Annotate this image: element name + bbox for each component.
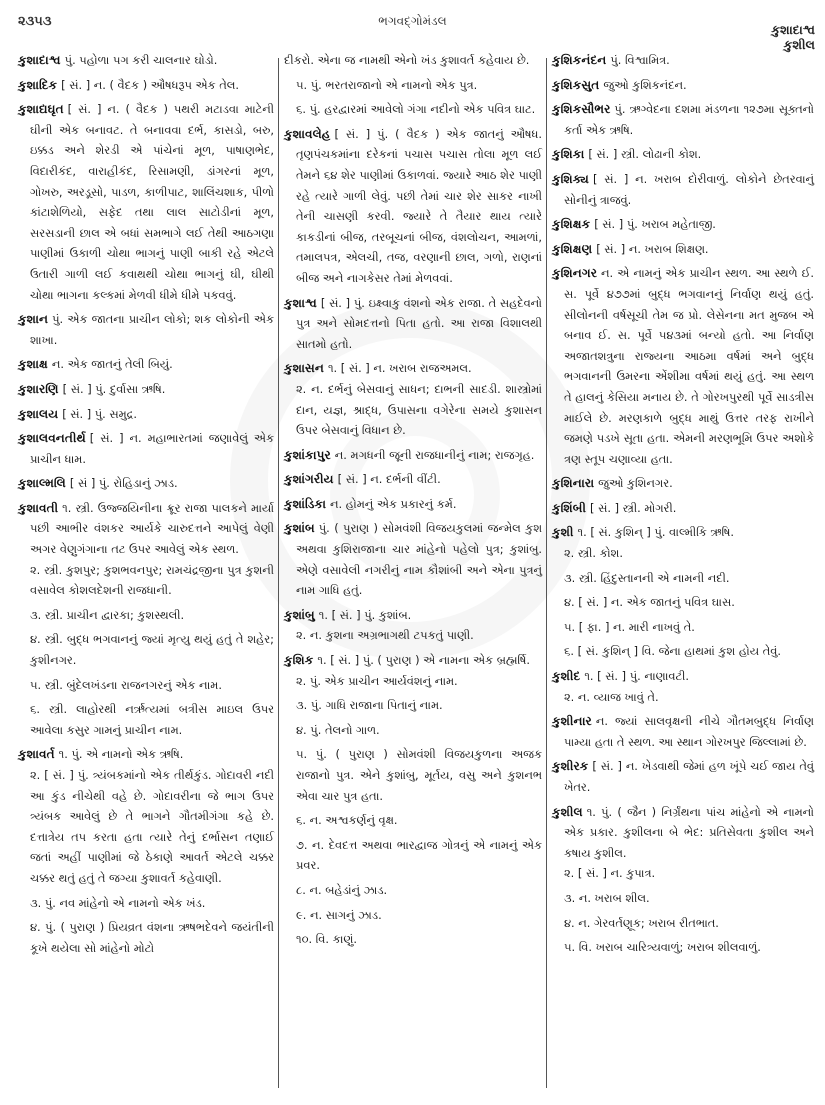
definition: [ સં. ] ન. ખેડવાથી જેમાં હળ ખૂંપે ચઈ જાય તેવું ખેતર. — [564, 759, 814, 794]
definition: ન. હોમનું એક પ્રકારનું કર્મ. — [330, 496, 457, 511]
definition: જુઓ કુશિનગર. — [598, 476, 673, 491]
sub-sense: ૨. સ્ત્રી. કોશ. — [564, 546, 623, 561]
column-2 — [284, 50, 542, 954]
definition: [ સં. ] પું. સમુદ્ર. — [62, 406, 138, 421]
definition: ન. મગધની જૂની રાજધાનીનું નામ; રાજગૃહ. — [334, 447, 535, 462]
sub-sense: ૪. [ સં. ] ન. એક જાતનું પવિત્ર ઘાસ. — [564, 595, 735, 610]
dictionary-entry — [552, 144, 814, 165]
dictionary-entry — [552, 522, 814, 662]
sub-sense: ૬. પું. હરદ્વારમાં આવેલો ગંગા નદીનો એક પવિત્ર ઘાટ. — [296, 102, 536, 117]
dictionary-entry — [18, 99, 274, 305]
guide-words — [771, 22, 815, 52]
headword: કુશિક્ષક — [552, 217, 591, 232]
definition: [ સં. ] ન. ખરાબ દોરીવાળું. લોકોને છેતરવાનું સોનીનું ત્રાજવું. — [564, 171, 814, 207]
headword: કુશિનગર — [552, 266, 598, 281]
definition: [ સં. ] ન. મહાભારતમાં જણાવેલું એક પ્રાચીન ધામ. — [30, 431, 274, 466]
headword: કુશીરક — [552, 759, 589, 774]
dictionary-entry — [552, 473, 814, 494]
sub-sense: ૬. સ્ત્રી. લાહોરથી નર્ઋત્યમાં બત્રીસ માઇલ ઉપર આવેલા કસુર ગામનું પ્રાચીન નામ. — [30, 702, 274, 737]
headword: કુશિકસુત — [552, 77, 600, 92]
running-title: ભગવદ્ગોમંડલ — [378, 14, 447, 28]
dictionary-entry — [18, 309, 274, 350]
headword: કુશાંકાપુર — [284, 447, 331, 462]
dictionary-entry — [284, 494, 542, 515]
headword: કુશાલવનતીર્થ — [18, 431, 86, 446]
definition: [ સં. ] ન. ( વૈદક ) પથરી મટાડવા માટેની ઘીની એક બનાવટ. તે બનાવવા દર્ભ, કાસડો, બરુ, ઇક્કડ અને શેરડી એ પાંચેનાં મૂળ, પાષાણભેદ, વિદારીકંદ, વારાહીકંદ, રિસામણી, ડાંગરનાં મૂળ, ગોખરુ, અરડૂસો, પાડળ, કાળીપાટ, શાલિંચશાક, પીળો કાંટાશેળિયો, સફેદ તથા લાલ સાટોડીનાં મૂળ, સરસડાની છાલ એ બધાં સમભાગે લઈ તેથી આઠગણા પાણીમાં ઉકાળી ચોથા ભાગનું પાણી બાકી રહે એટલે ઉતારી ગાળી લઈ કવાથથી ચોથા ભાગનું ઘી, ઘીથી ચોથા ભાગના કલ્કમાં મેળવી ધીમે ધીમે પકવવું. — [30, 102, 274, 302]
dictionary-entry — [284, 445, 542, 466]
headword: કુશાંડિકા — [284, 496, 327, 511]
sub-sense: ૫. પું. ભરતરાજાનો એ નામનો એક પુત્ર. — [296, 77, 478, 92]
definition: [ સં. ] પું. ઇક્ષ્વાકુ વંશનો એક રાજા. તે સહદેવનો પુત્ર અને સોમદત્તનો પિતા હતો. આ રાજા વિશાલથી સાતમો હતો. — [296, 295, 542, 351]
sub-sense: ૩. પું. નવ માંહેનો એ નામનો એક ખંડ. — [30, 895, 206, 910]
sub-sense: ૨. [ સં. ] પું. ત્ર્યંબકમાંનો એક તીર્થકુંડ. ગોદાવરી નદી આ કુંડ નીચેથી વહે છે. ગોદાવરીના જે ભાગ ઉપર ત્ર્યંબક આવેલું છે તે ભાગને ગૌતમીગંગા કહે છે. દત્તાત્રેય તપ કરતા હતા ત્યારે તેનું દર્ભાસન તણાઈ જતાં અહીં પાણીમાં જે ઠેકાણે આવર્ત એટલે ચક્કર ચક્કર થતું હતું તે જગ્યા કુશાવર્ત કહેવાણી. — [30, 768, 274, 885]
headword: કુશારણિ — [18, 381, 59, 396]
headword: કુશિકા — [552, 147, 585, 162]
dictionary-entry — [552, 756, 814, 797]
headword: કુશી — [552, 525, 574, 540]
dictionary-entry — [284, 50, 542, 120]
headword: કુશિકસૌભર — [552, 102, 611, 117]
definition: ૧. [ સં. કુશિન્ ] પું. વાલ્મીકિ ઋષિ. — [577, 525, 735, 540]
sub-sense: ૬. ન. અશ્વકર્ણનું વૃક્ષ. — [296, 813, 398, 828]
sub-sense: ૨. ન. કુશના અગ્રભાગથી ટપકતું પાણી. — [296, 628, 474, 643]
definition: ૧. [ સં. ] પું. ( પુરાણ ) એ નામના એક બ્રહ્મર્ષિ. — [317, 653, 530, 668]
headword: કુશાંગરીય — [284, 472, 334, 487]
sub-sense: ૨. સ્ત્રી. કુશપુર; કુશભવનપુર; રામચંદ્રજીના પુત્ર કુશની વસાવેલ કોશલદેશની રાજધાની. — [30, 562, 274, 598]
headword: કુશાદ્યઘૃત — [18, 102, 64, 117]
headword: કુશાંબુ — [284, 607, 315, 622]
definition: ૧. [ સં. ] પું. નાણાવટી. — [584, 669, 689, 684]
dictionary-entry — [18, 473, 274, 494]
sub-sense: ૫. સ્ત્રી. બુંદેલખંડના રાજનગરનું એક નામ. — [30, 677, 222, 692]
headword: કુશાદિક — [18, 77, 58, 92]
definition: જુઓ કુશિકનંદન. — [603, 77, 687, 92]
definition: [ સં. ] પું. ( વૈદક ) એક જાતનું ઔષધ. તૃણપંચકમાંના દરેકનાં પચાસ પચાસ તોલા મૂળ લઈ તેમને ૬૪ શેર પાણીમાં ઉકાળવાં. જ્યારે આઠ શેર પાણી રહે ત્યારે ગાળી લેવું. પછી તેમાં ચાર શેર સાકર નાખી તેની ચાસણી કરવી. જ્યારે તે તૈયાર થાય ત્યારે કાકડીનાં બીજ, તરબૂચનાં બીજ, વંશલોચન, આમળાં, તમાલપત્ર, એલચી, તજ, વરણાની છાલ, ગળો, રાણનાં બીજ અને નાગકેસર તેમાં મેળવવાં. — [296, 126, 542, 285]
dictionary-entry — [552, 214, 814, 235]
definition: [ સં. ] સ્ત્રી. લોઢાની કોશ. — [588, 147, 702, 162]
headword: કુશીનાર — [552, 714, 592, 729]
definition: ૧. [ સં. ] ન. ખરાબ રાજઅમલ. — [327, 361, 472, 376]
headword: કુશાવલેહ — [284, 126, 331, 141]
dictionary-entry — [18, 744, 274, 958]
dictionary-entry — [552, 50, 814, 71]
sub-sense: ૪. ન. ગેરવર્તણૂક; ખરાબ રીતભાત. — [564, 915, 719, 930]
sub-sense: ૮. ન. બહેડાંનું ઝાડ. — [296, 882, 388, 897]
dictionary-entry — [18, 428, 274, 469]
sub-sense: ૪. સ્ત્રી. બુદ્ધ ભગવાનનું જ્યાં મૃત્યુ થયું હતું તે શહેર; કુશીનગર. — [30, 632, 274, 668]
guide-word-last: કુશીલ — [783, 37, 815, 52]
definition: ૧. પું. એ નામનો એક ઋષિ. — [58, 747, 184, 762]
dictionary-entry — [552, 498, 814, 519]
dictionary-entry — [552, 169, 814, 210]
headword: કુશિનારા — [552, 476, 595, 491]
definition: પું. પહોળા પગ કરી ચાલનાર ઘોડો. — [64, 53, 218, 67]
headword: કુશાલ્મલિ — [18, 476, 66, 491]
definition: પું. ( પુરાણ ) સોમવંશી વિજયકુલમાં જન્મેલ કુશ અથવા કુશિરાજાના ચાર માંહેનો પહેલો પુત્ર; કુશાંબુ. એણે વસાવેલી નગરીનું નામ કૌશાંબી અને એના પુત્રનું નામ ગાધિ હતું. — [296, 521, 542, 598]
dictionary-entry — [284, 358, 542, 440]
definition: [ સં. ] ન. ( વૈદક ) ઔષધરૂપ એક તેલ. — [61, 77, 239, 92]
definition: [ સં. ] સ્ત્રી. મોગરી. — [590, 500, 677, 515]
sub-sense: ૫. [ ફા. ] ન. મારી નાખવું તે. — [564, 619, 695, 634]
definition: [ સં. ] ન. ખરાબ શિક્ષણ. — [596, 241, 709, 256]
headword: કુશિક્ષણ — [552, 241, 593, 256]
guide-word-first: કુશાદાશ્વ — [771, 22, 815, 37]
page-header — [0, 0, 825, 50]
definition: [ સં. ] પું. દુર્વાસા ઋષિ. — [62, 381, 166, 396]
dictionary-entry — [284, 124, 542, 289]
definition: પું. એક જાતના પ્રાચીન લોકો; શક લોકોની એક શાખા. — [30, 312, 274, 347]
dictionary-entry — [18, 498, 274, 741]
dictionary-entry — [284, 518, 542, 600]
sub-sense: ૨. ન. દર્ભનું બેસવાનું સાધન; દાભની સાદડી. શાસ્ત્રોમાં દાન, યજ્ઞ, શ્રાદ્ધ, ઉપાસના વગેરેના સમયે કુશાસન ઉપર બેસવાનું વિધાન છે. — [296, 381, 542, 438]
definition: ૧. [ સં. ] પું. કુશાંબ. — [318, 607, 412, 622]
headword: કુશાંબ — [284, 521, 315, 536]
definition: ન. જ્યાં સાલવૃક્ષની નીચે ગૌતમબુદ્ધ નિર્વાણ પામ્યા હતા તે સ્થળ. આ સ્થાન ગોરખપુર જિલ્લામાં છે. — [564, 714, 814, 749]
definition: [ સં. ] પું. ખરાબ મહેતાજી. — [594, 217, 716, 232]
headword: કુશીલ — [552, 804, 583, 819]
dictionary-entry — [284, 650, 542, 950]
dictionary-entry — [552, 666, 814, 707]
headword: કુશાદાશ્વ — [18, 53, 61, 67]
definition: ન. એક જાતનું તેલી બિયું. — [51, 357, 173, 372]
dictionary-entry — [552, 75, 814, 96]
dictionary-entry — [18, 404, 274, 425]
page-number: ૨૩૫૩ — [18, 14, 52, 29]
dictionary-entry — [552, 263, 814, 469]
definition: પું. વિશ્વામિત્ર. — [610, 53, 670, 67]
headword: કુશિક — [284, 653, 314, 668]
headword: કુશીદ — [552, 669, 581, 684]
definition: [ સં ] પું. રોહિડાનું ઝાડ. — [69, 476, 178, 491]
headword: કુશાન — [18, 312, 49, 327]
dictionary-entry — [552, 802, 814, 958]
definition: ન. એ નામનું એક પ્રાચીન સ્થળ. આ સ્થળે ઈ. સ. પૂર્વે ૪૭૭માં બુદ્ધ ભગવાનનું નિર્વાણ થયું હતું. સીલોનની વર્ષસૂચી તેમ જ પ્રો. લેસેનના મત મુજબ એ બનાવ ઈ. સ. પૂર્વે ૫૪૩માં બન્યો હતો. આ નિર્વાણ અજાતશત્રુના રાજ્યના આઠમા વર્ષમાં અને બુદ્ધ ભગવાનની ઉમરના એંશીમા વર્ષમાં થયું હતું. આ સ્થળ તે હાલનું કેસિયા મનાય છે. તે ગોરખપુરથી પૂર્વે સાડત્રીસ માઈલે છે. મરણકાળે બુદ્ધ માથું ઉત્તર તરફ રાખીને જમણે પડખે સૂતા હતા. એમની મરણભૂમિ ઉપર અશોકે ત્રણ સ્તૂપ ચણાવ્યા હતા. — [564, 266, 814, 466]
headword: કુશિંબી — [552, 500, 587, 515]
headword: કુશાક્ષ — [18, 357, 48, 372]
definition: ૧. સ્ત્રી. ઉજ્જયિનીના ક્રૂર રાજા પાલકને માર્યા પછી આભીર વંશકર આર્યકે ચારુદત્તને આપેલું વેણી અગર વેણુગંગાના તટ ઉપર આવેલું એક સ્થળ. — [30, 500, 274, 557]
column-1 — [18, 50, 274, 962]
headword: કુશાશ્વ — [284, 295, 317, 310]
sub-sense: ૨. [ સં. ] ન. કુપાત્ર. — [564, 866, 656, 881]
headword: કુશિકનંદન — [552, 53, 607, 67]
sub-sense: ૩. પું. ગાધિ રાજાના પિતાનું નામ. — [296, 698, 443, 713]
sub-sense: ૩. સ્ત્રી. પ્રાચીન દ્વારકા; કુશસ્થલી. — [30, 607, 185, 622]
sub-sense: ૭. ન. દેવદત્ત અથવા ભારદ્વાજ ગોત્રનું એ નામનું એક પ્રવર. — [296, 837, 542, 873]
sub-sense: ૩. સ્ત્રી. હિંદુસ્તાનની એ નામની નદી. — [564, 570, 730, 585]
dictionary-entry — [552, 711, 814, 752]
dictionary-columns — [0, 50, 825, 1090]
column-3 — [552, 50, 814, 962]
dictionary-entry — [284, 605, 542, 646]
sub-sense: ૨. ન. વ્યાજ ખાવું તે. — [564, 689, 659, 704]
dictionary-entry — [18, 75, 274, 96]
dictionary-entry — [18, 50, 274, 71]
sub-sense: ૩. ન. ખરાબ શીલ. — [564, 890, 650, 905]
headword: કુશાવર્ત — [18, 747, 55, 762]
dictionary-entry — [18, 354, 274, 375]
headword: કુશિક્ય — [552, 171, 589, 186]
headword: કુશાસન — [284, 361, 324, 376]
definition: પું. ઋગ્વેદના દશમા મંડળના ૧૨૭મા સૂક્તનો કર્તા એક ઋષિ. — [564, 102, 814, 137]
dictionary-entry — [552, 99, 814, 140]
sub-sense: ૫. વિ. ખરાબ ચારિત્ર્યવાળું; ખરાબ શીલવાળું. — [564, 940, 761, 955]
dictionary-entry — [284, 293, 542, 355]
definition: દીકરો. એના જ નામથી એનો ખંડ કુશાવર્ત કહેવાય છે. — [284, 53, 530, 67]
sub-sense: ૧૦. વિ. કાણું. — [296, 932, 357, 947]
sub-sense: ૯. ન. સાગનું ઝાડ. — [296, 907, 382, 922]
dictionary-entry — [18, 379, 274, 400]
definition: [ સં. ] ન. દર્ભની વીંટી. — [337, 472, 441, 487]
headword: કુશાવતી — [18, 500, 59, 515]
dictionary-entry — [284, 469, 542, 490]
sub-sense: ૬. [ સં. કુશિન્ ] વિ. જેના હાથમાં કુશ હોય તેવું. — [564, 644, 781, 659]
dictionary-entry — [552, 239, 814, 260]
sub-sense: ૪. પું. ( પુરાણ ) પ્રિયવ્રત વંશના ઋષભદેવને જયંતીની કૂખે થયેલા સો માંહેનો મોટો — [30, 920, 274, 955]
headword: કુશાલય — [18, 406, 59, 421]
sub-sense: ૪. પું. તેલનો ગાળ. — [296, 722, 380, 737]
definition: ૧. પું. ( જૈન ) નિર્ગ્રંથના પાંચ માંહેનો એ નામનો એક પ્રકાર. કુશીલના બે ભેદ: પ્રતિસેવતા કુશીલ અને કષાય કુશીલ. — [564, 804, 814, 860]
sub-sense: ૨. પું. એક પ્રાચીન આર્યવંશનું નામ. — [296, 673, 458, 688]
sub-sense: ૫. પું. ( પુરાણ ) સોમવંશી વિજયકુળના અજક રાજાનો પુત્ર. એને કુશાંબુ, મૂર્તય, વસુ અને કુશનભ એવા ચાર પુત્ર હતા. — [296, 747, 542, 803]
